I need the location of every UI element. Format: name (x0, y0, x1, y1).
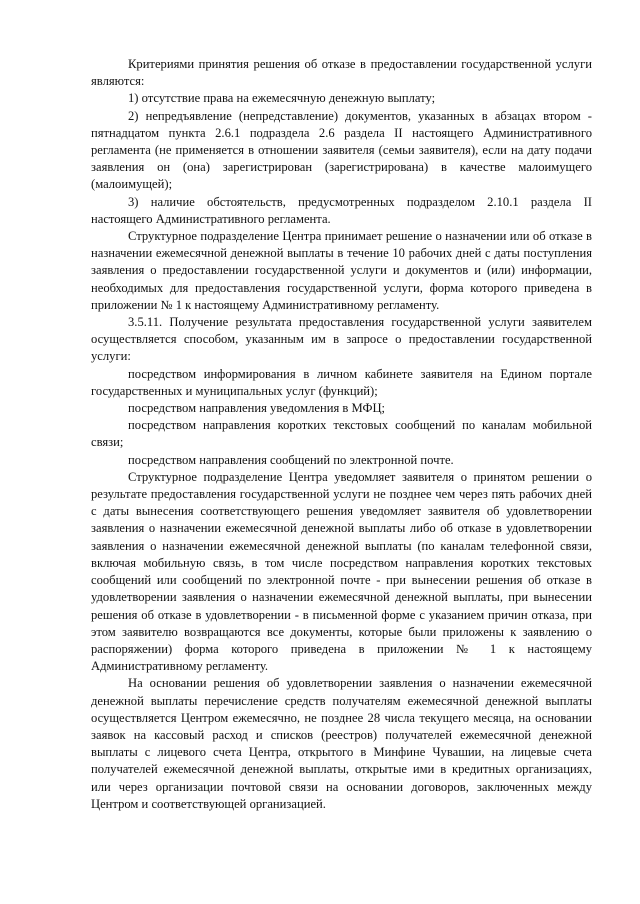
paragraph-criterion-1: 1) отсутствие права на ежемесячную денежную выплату; (128, 91, 436, 106)
paragraph-3-5-11: 3.5.11. Получение результата предоставления государственной услуги заявителем осуществляется способом, указанным им в запросе о предоставлении государственной услуги: (91, 315, 592, 364)
paragraph-notification: Структурное подразделение Центра уведомляет заявителя о принятом решении о результате предоставления государственной услуги не позднее чем через пять рабочих дней с даты вынесения соответствующего решения уведомляет заявителя об удовлетворении заявления о назначении ежемесячной денежной выплаты либо об отказе в удовлетворении заявления о назначении ежемесячной денежной выплаты (по каналам телефонной связи, включая мобильную связь, в том числе посредством направления коротких текстовых сообщений или сообщений по электронной почте - при вынесении решения об отказе в удовлетворении заявления о назначении ежемесячной денежной выплаты, при вынесении решения об отказе в удовлетворении - в письменной форме с указанием причин отказа, при этом заявителю возвращаются все документы, которые были приложены к заявлению о распоряжении) форма которого приведена в приложении № 1 к настоящему Административному регламенту. (91, 469, 592, 674)
paragraph-criterion-2: 2) непредъявление (непредставление) документов, указанных в абзацах втором - пятнадцатом пункта 2.6.1 подраздела 2.6 раздела II настоящего Административного регламента (не применяется в отношении заявителя (семьи заявителя), если на дату подачи заявления он (она) зарегистрирован (зарегистрирована) в качестве малоимущего (малоимущей); (91, 108, 592, 192)
paragraph-criterion-3: 3) наличие обстоятельств, предусмотренных подразделом 2.10.1 раздела II настоящего Административного регламента. (91, 194, 592, 226)
paragraph-method-sms: посредством направления коротких текстовых сообщений по каналам мобильной связи; (91, 418, 592, 450)
paragraph-payment-transfer: На основании решения об удовлетворении заявления о назначении ежемесячной денежной выплаты перечисление средств получателям ежемесячной денежной выплаты осуществляется Центром ежемесячно, не позднее 28 числа текущего месяца, на основании заявок на кассовый расход и списков (реестров) получателей ежемесячной денежной выплаты с лицевого счета Центра, открытого в Минфине Чувашии, на лицевые счета получателей ежемесячной денежной выплаты, открытые ими в кредитных организациях, или через организации почтовой связи на основании договоров, заключенных между Центром и соответствующей организацией. (91, 676, 592, 811)
paragraph-method-portal: посредством информирования в личном кабинете заявителя на Едином портале государственных и муниципальных услуг (функций); (91, 366, 592, 398)
paragraph-method-email: посредством направления сообщений по электронной почте. (128, 452, 454, 467)
paragraph-method-mfc: посредством направления уведомления в МФЦ; (128, 401, 386, 416)
paragraph-refusal-criteria: Критериями принятия решения об отказе в предоставлении государственной услуги являются: (91, 57, 592, 89)
paragraph-decision-term: Структурное подразделение Центра принимает решение о назначении или об отказе в назначении ежемесячной денежной выплаты в течение 10 рабочих дней с даты поступления заявления о предоставлении государственной услуги и документов и (или) информации, необходимых для предоставления государственной услуги, форма которого приведена в приложении № 1 к настоящему Административному регламенту. (91, 229, 592, 312)
